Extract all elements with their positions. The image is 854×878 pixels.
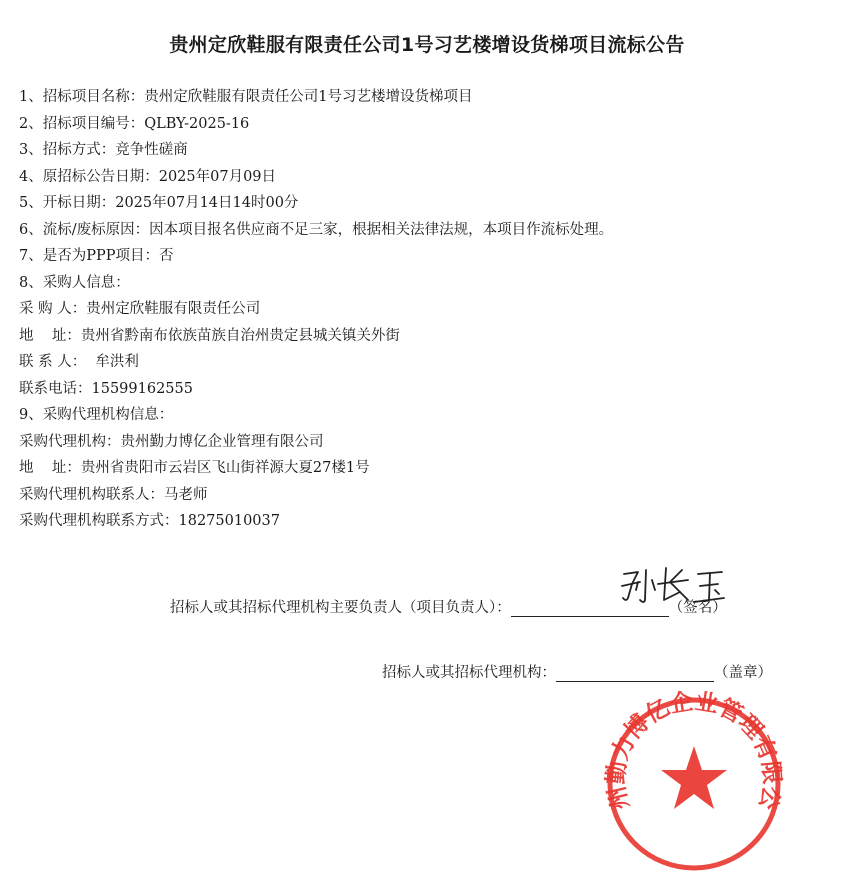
- seal-row: [382, 661, 772, 682]
- purchaser-phone: 联系电话：15599162555: [19, 380, 193, 397]
- handwritten-signature: [618, 560, 728, 614]
- seal-text: 州勤力博亿企业管理有限公: [603, 688, 785, 812]
- agency-address: 地 址：贵州省贵阳市云岩区飞山街祥源大夏27楼1号: [19, 460, 370, 476]
- seal-suffix: （盖章）: [714, 665, 772, 681]
- item-project-name: 1、招标项目名称：贵州定欣鞋服有限责任公司1号习艺楼增设货梯项目: [19, 89, 473, 105]
- agency-phone: 采购代理机构联系方式：18275010037: [19, 513, 280, 529]
- item-ppp: 7、是否为PPP项目：否: [19, 248, 174, 264]
- item-project-number: 2、招标项目编号：QLBY-2025-16: [19, 115, 250, 132]
- page-title: 贵州定欣鞋服有限责任公司1号习艺楼增设货梯项目流标公告: [169, 34, 685, 56]
- item-purchaser-heading: 8、采购人信息：: [19, 274, 130, 291]
- purchaser-contact: 联 系 人： 牟洪利: [19, 354, 139, 370]
- item-opening-date: 5、开标日期：2025年07月14日14时00分: [19, 195, 299, 211]
- item-agency-heading: 9、采购代理机构信息：: [19, 407, 174, 423]
- star-icon: [661, 746, 727, 809]
- agency-name: 采购代理机构：贵州勤力博亿企业管理有限公司: [19, 433, 324, 450]
- item-bidding-method: 3、招标方式：竞争性磋商: [19, 142, 188, 158]
- purchaser-name: 采 购 人：贵州定欣鞋服有限责任公司: [19, 301, 261, 317]
- seal-blank: [556, 667, 714, 682]
- agency-contact: 采购代理机构联系人：马老师: [19, 486, 208, 503]
- company-seal-stamp: [594, 684, 794, 878]
- purchaser-address: 地 址：贵州省黔南布依族苗族自治州贵定县城关镇关外街: [19, 327, 400, 344]
- signature-suffix: （签名）: [668, 600, 727, 616]
- item-original-date: 4、原招标公告日期：2025年07月09日: [19, 168, 277, 185]
- seal-label: 招标人或其招标代理机构：: [382, 665, 556, 681]
- announcement-body: [19, 84, 839, 535]
- signature-label: 招标人或其招标代理机构主要负责人（项目负责人）：: [170, 600, 511, 616]
- item-failure-reason: 6、流标/废标原因：因本项目报名供应商不足三家，根据相关法律法规，本项目作流标处理。: [19, 221, 614, 238]
